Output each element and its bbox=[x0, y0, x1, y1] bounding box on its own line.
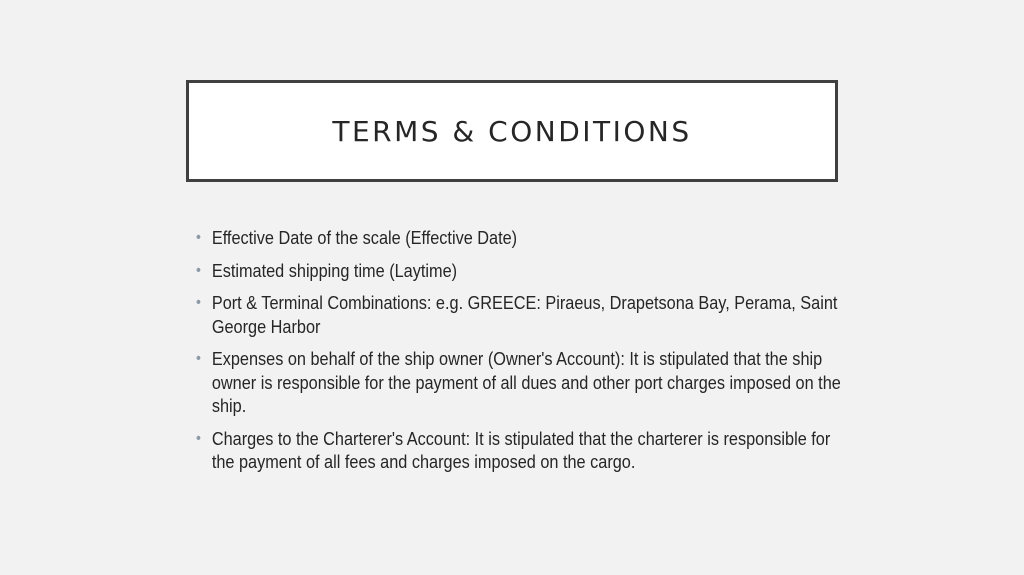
title-box bbox=[186, 80, 838, 182]
bullet-dot-icon: • bbox=[196, 229, 201, 246]
bullet-item bbox=[196, 291, 845, 338]
bullet-item bbox=[196, 259, 845, 283]
bullet-text: Port & Terminal Combinations: e.g. GREECE: Piraeus, Drapetsona Bay, Perama, Saint George Harbor bbox=[211, 292, 838, 337]
bullet-dot-icon: • bbox=[196, 261, 201, 279]
bullet-dot-icon: • bbox=[196, 429, 201, 447]
bullet-dot-icon: • bbox=[196, 350, 201, 367]
bullet-text: Estimated shipping time (Laytime) bbox=[211, 259, 458, 281]
bullet-dot-icon: • bbox=[196, 294, 201, 311]
bullet-list bbox=[196, 226, 841, 483]
bullet-text: Charges to the Charterer's Account: It is stipulated that the charterer is responsible for the payment of all fees and charges imposed on the cargo. bbox=[211, 427, 831, 472]
bullet-item bbox=[196, 427, 845, 474]
bullet-text: Effective Date of the scale (Effective Date) bbox=[211, 227, 518, 248]
bullet-item bbox=[196, 347, 845, 418]
bullet-text: Expenses on behalf of the ship owner (Owner's Account): It is stipulated that the ship owner is responsible for the payment of all dues and other port charges imposed on the ship. bbox=[211, 348, 841, 416]
slide-title: TERMS & CONDITIONS bbox=[332, 114, 692, 148]
bullet-item bbox=[196, 226, 845, 250]
